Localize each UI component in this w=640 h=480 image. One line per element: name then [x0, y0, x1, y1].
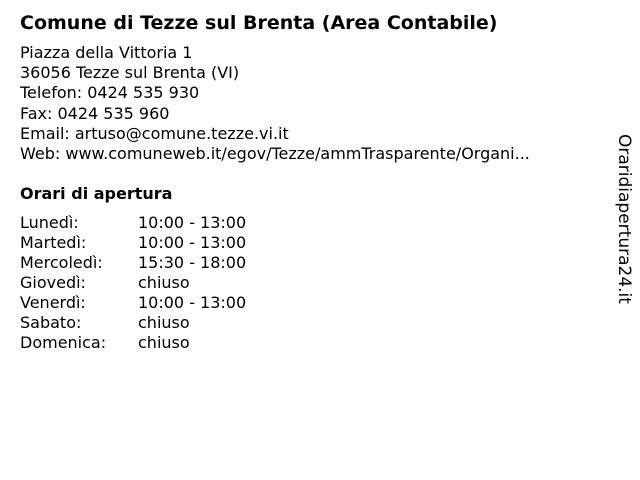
- email-label: Email:: [20, 123, 75, 143]
- hours-heading: Orari di apertura: [20, 184, 173, 203]
- email-link[interactable]: artuso@comune.tezze.vi.it: [74, 123, 289, 143]
- address-block: [20, 43, 530, 164]
- city-address: 36056 Tezze sul Brenta (VI): [20, 63, 240, 83]
- web-link[interactable]: www.comuneweb.it/egov/Tezze/ammTrasparente/Organi...: [65, 144, 530, 164]
- hours-day: Sabato:: [20, 313, 82, 332]
- fax-number: Fax: 0424 535 960: [20, 103, 170, 123]
- site-watermark: [609, 134, 639, 310]
- web-label: Web:: [20, 144, 66, 164]
- web-line: [20, 144, 530, 164]
- hours-time: 10:00 - 13:00: [138, 293, 247, 312]
- email-line: [20, 124, 530, 144]
- hours-row-wednesday: [20, 253, 246, 273]
- street-address: Piazza della Vittoria 1: [20, 43, 193, 62]
- hours-time: 10:00 - 13:00: [138, 213, 247, 232]
- hours-row-saturday: [20, 313, 246, 333]
- hours-time: chiuso: [138, 333, 190, 352]
- hours-row-tuesday: [20, 233, 246, 253]
- hours-time: 15:30 - 18:00: [138, 253, 247, 272]
- hours-row-friday: [20, 293, 246, 313]
- opening-hours-table: [20, 213, 246, 353]
- hours-time: chiuso: [138, 313, 190, 332]
- hours-time: chiuso: [138, 273, 190, 292]
- hours-time: 10:00 - 13:00: [138, 233, 247, 252]
- hours-day: Mercoledì:: [20, 253, 103, 272]
- phone-number: Telefon: 0424 535 930: [20, 83, 200, 103]
- hours-row-thursday: [20, 273, 246, 293]
- watermark-text: Oraridiapertura24.it: [614, 134, 634, 304]
- hours-day: Giovedì:: [20, 273, 86, 292]
- hours-day: Lunedì:: [20, 213, 79, 232]
- page-title: Comune di Tezze sul Brenta (Area Contabile): [20, 12, 498, 34]
- hours-day: Martedì:: [20, 233, 87, 252]
- hours-day: Domenica:: [20, 333, 107, 352]
- hours-day: Venerdì:: [20, 293, 86, 312]
- hours-row-sunday: [20, 333, 246, 353]
- hours-row-monday: [20, 213, 246, 233]
